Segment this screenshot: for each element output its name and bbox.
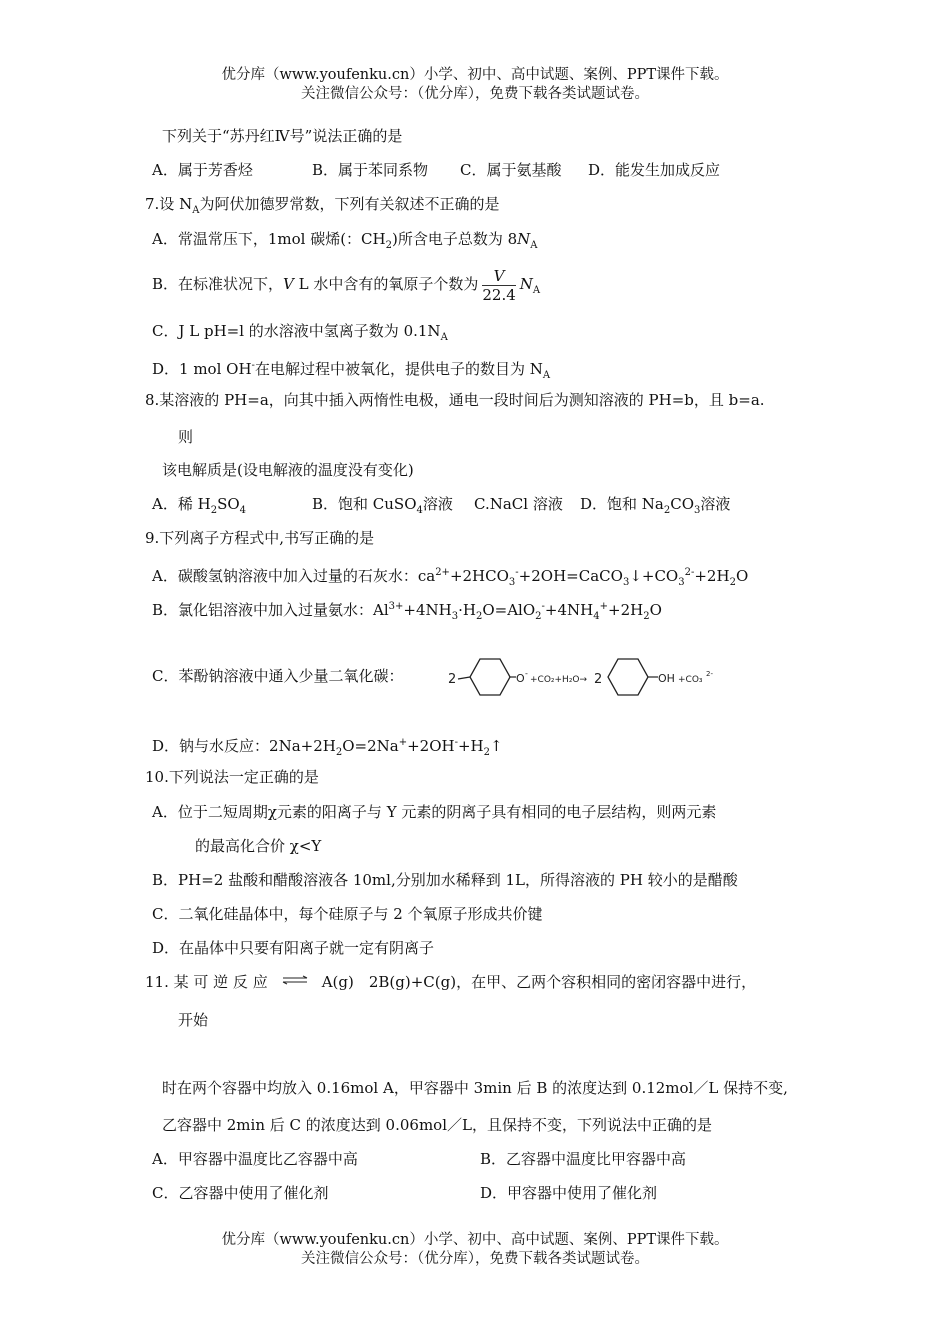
benzene-ring-2 (608, 659, 648, 695)
q6-option-d: D．能发生加成反应 (588, 161, 721, 179)
q9-option-d: D．钠与水反应：$2Na+2H_2O=2Na^++2OH^-+H_2↑$ (152, 737, 503, 758)
q9-option-a: A．碳酸氢钠溶液中加入过量的石灰水：$ca^{2+}+2HCO_3^-+2OH=CaCO_3↓+CO_3^{2-}+2H_2O$ (152, 567, 749, 588)
q6-option-b: B．属于苯同系物 (312, 161, 429, 179)
page-footer-line1: 优分库（www.youfenku.cn）小学、初中、高中试题、案例、PPT课件下载。 (221, 1232, 729, 1248)
phenol-oh: OH (658, 672, 675, 685)
q8-option-a: A．稀 $H_2SO_4$ (152, 495, 247, 516)
q11-line3: 时在两个容器中均放入 0.16mol A，甲容器中 3min 后 B 的浓度达到 0.12mol／L 保持不变, (162, 1079, 788, 1097)
fraction-v-over-22.4: $\frac{V}{22.4}$ (482, 266, 516, 304)
q11-option-c: C．乙容器中使用了催化剂 (152, 1184, 329, 1202)
rxn-product-tail: +CO₃ (678, 675, 703, 685)
q10-option-a: A．位于二短周期χ元素的阳离子与 Y 元素的阴离子具有相同的电子层结构，则两元素 (152, 803, 717, 821)
q6-option-c: C．属于氨基酸 (460, 161, 562, 179)
phenoxide-charge: - (525, 669, 528, 678)
q8-stem-cont: 则 (178, 428, 194, 446)
q11-stem: 11. 某 可 逆 反 应 A(g) 2B(g)+C(g)，在甲、乙两个容积相同的密闭容器中进行， (145, 973, 757, 991)
rxn-reagents: +CO₂+H₂O→ (530, 675, 588, 685)
page-header-line2: 关注微信公众号：（优分库），免费下载各类试题试卷。 (301, 86, 649, 102)
q10-stem: 10.下列说法一定正确的是 (145, 768, 319, 786)
q10-option-c: C．二氧化硅晶体中，每个硅原子与 2 个氧原子形成共价键 (152, 905, 543, 923)
q8-option-b: B．饱和 CuSO$_4$溶液 (312, 495, 453, 516)
q10-option-a-cont: 的最高化合价 χ<Y (195, 837, 322, 855)
q11-option-d: D．甲容器中使用了催化剂 (480, 1184, 658, 1202)
q10-option-b: B．PH=2 盐酸和醋酸溶液各 10ml,分别加水稀释到 1L，所得溶液的 PH 较小的是醋酸 (152, 871, 738, 889)
q11-stem-cont: 开始 (178, 1011, 209, 1029)
rxn-coefficient-1: 2 (448, 672, 457, 687)
q7-option-d: D．1 mol OH-在电解过程中被氧化，提供电子的数目为 $N_A$ (152, 360, 551, 381)
rxn-coefficient-2: 2 (594, 672, 603, 687)
q9-stem: 9.下列离子方程式中,书写正确的是 (145, 529, 375, 547)
carbonate-charge: 2- (706, 670, 713, 678)
q7-option-b: B．在标准状况下，V L 水中含有的氧原子个数为 $\frac{V}{22.4}$ $N_A$ (152, 266, 541, 304)
q11-line4: 乙容器中 2min 后 C 的浓度达到 0.06mol／L，且保持不变，下列说法中正确的是 (162, 1116, 712, 1134)
q7-option-c: C．J L pH=l 的水溶液中氢离子数为 $0.1N_A$ (152, 322, 448, 343)
q8-option-c: C.NaCl 溶液 (474, 495, 563, 513)
q8-stem: 8.某溶液的 PH=a，向其中插入两惰性电极，通电一段时间后为测知溶液的 PH=b，且 b=a. (145, 391, 765, 409)
phenoxide-o: O (516, 672, 525, 685)
q6-stem: 下列关于“苏丹红Ⅳ号”说法正确的是 (162, 127, 403, 145)
q8-option-d: D．饱和 $Na_2CO_3$溶液 (580, 495, 731, 516)
q10-option-d: D．在晶体中只要有阳离子就一定有阴离子 (152, 939, 435, 957)
equilibrium-arrow-icon (282, 975, 308, 985)
q8-stem-line3: 该电解质是(设电解液的温度没有变化) (162, 461, 414, 479)
q11-option-b: B．乙容器中温度比甲容器中高 (480, 1150, 687, 1168)
q9-option-b: B．氯化铝溶液中加入过量氨水：$Al^{3+}+4NH_3\cdot H_2O=AlO_2^-+4NH_4^++2H_2O$ (152, 601, 662, 622)
phenoxide-reaction-diagram (448, 655, 728, 703)
q9-option-c: C．苯酚钠溶液中通入少量二氧化碳： (152, 667, 404, 685)
q6-option-a: A．属于芳香烃 (152, 161, 253, 179)
benzene-ring-1 (470, 659, 510, 695)
page-footer-line2: 关注微信公众号：（优分库），免费下载各类试题试卷。 (301, 1251, 649, 1267)
q7-option-a: A．常温常压下，1mol 碳烯(：$CH_2$)所含电子总数为 $8N_A$ (152, 230, 538, 251)
q11-option-a: A．甲容器中温度比乙容器中高 (152, 1150, 358, 1168)
q7-stem: 7.设 $N_A$为阿伏加德罗常数，下列有关叙述不正确的是 (145, 195, 500, 216)
page-header-line1: 优分库（www.youfenku.cn）小学、初中、高中试题、案例、PPT课件下载。 (221, 67, 729, 83)
